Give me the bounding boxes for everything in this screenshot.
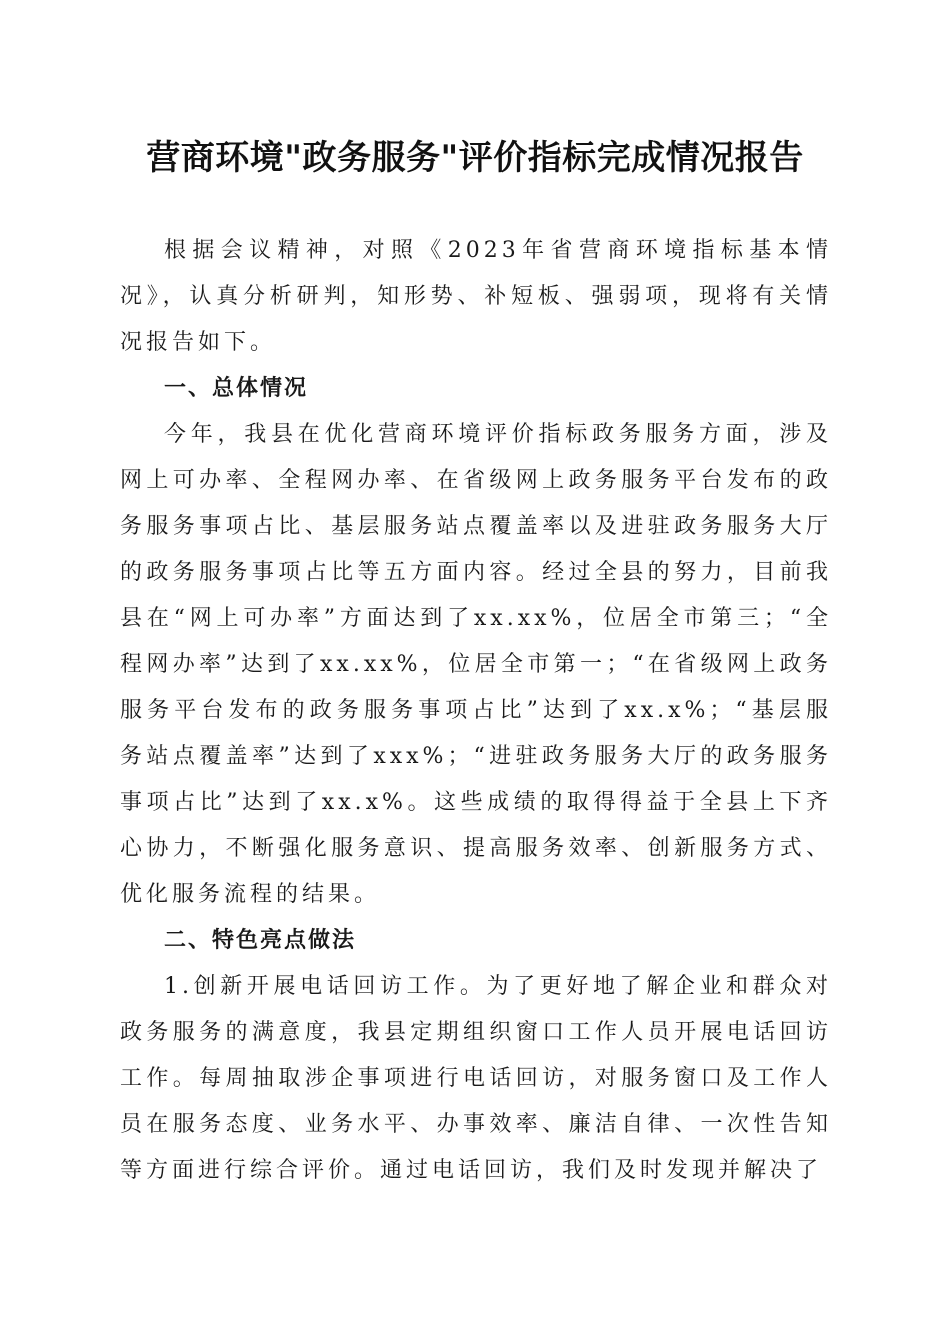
document-body bbox=[120, 228, 832, 1194]
section-heading-overall: 一、总体情况 bbox=[164, 376, 309, 401]
intro-paragraph: 根据会议精神，对照《2023年省营商环境指标基本情况》，认真分析研判，知形势、补短板、强弱项，现将有关情况报告如下。 bbox=[120, 238, 832, 355]
section-paragraph-highlights: 1.创新开展电话回访工作。为了更好地了解企业和群众对政务服务的满意度，我县定期组织窗口工作人员开展电话回访工作。每周抽取涉企事项进行电话回访，对服务窗口及工作人员在服务态度、业务水平、办事效率、廉洁自律、一次性告知等方面进行综合评价。通过电话回访，我们及时发现并解决了 bbox=[120, 974, 832, 1183]
section-heading-highlights: 二、特色亮点做法 bbox=[164, 928, 357, 953]
document-title: 营商环境"政务服务"评价指标完成情况报告 bbox=[146, 138, 804, 178]
section-paragraph-overall: 今年，我县在优化营商环境评价指标政务服务方面，涉及网上可办率、全程网办率、在省级网上政务服务平台发布的政务服务事项占比、基层服务站点覆盖率以及进驻政务服务大厅的政务服务事项占比等五方面内容。经过全县的努力，目前我县在“网上可办率”方面达到了xx.xx%，位居全市第三；“全程网办率”达到了xx.xx%，位居全市第一；“在省级网上政务服务平台发布的政务服务事项占比”达到了xx.x%；“基层服务站点覆盖率”达到了xxx%；“进驻政务服务大厅的政务服务事项占比”达到了xx.x%。这些成绩的取得得益于全县上下齐心协力，不断强化服务意识、提高服务效率、创新服务方式、优化服务流程的结果。 bbox=[120, 422, 832, 907]
